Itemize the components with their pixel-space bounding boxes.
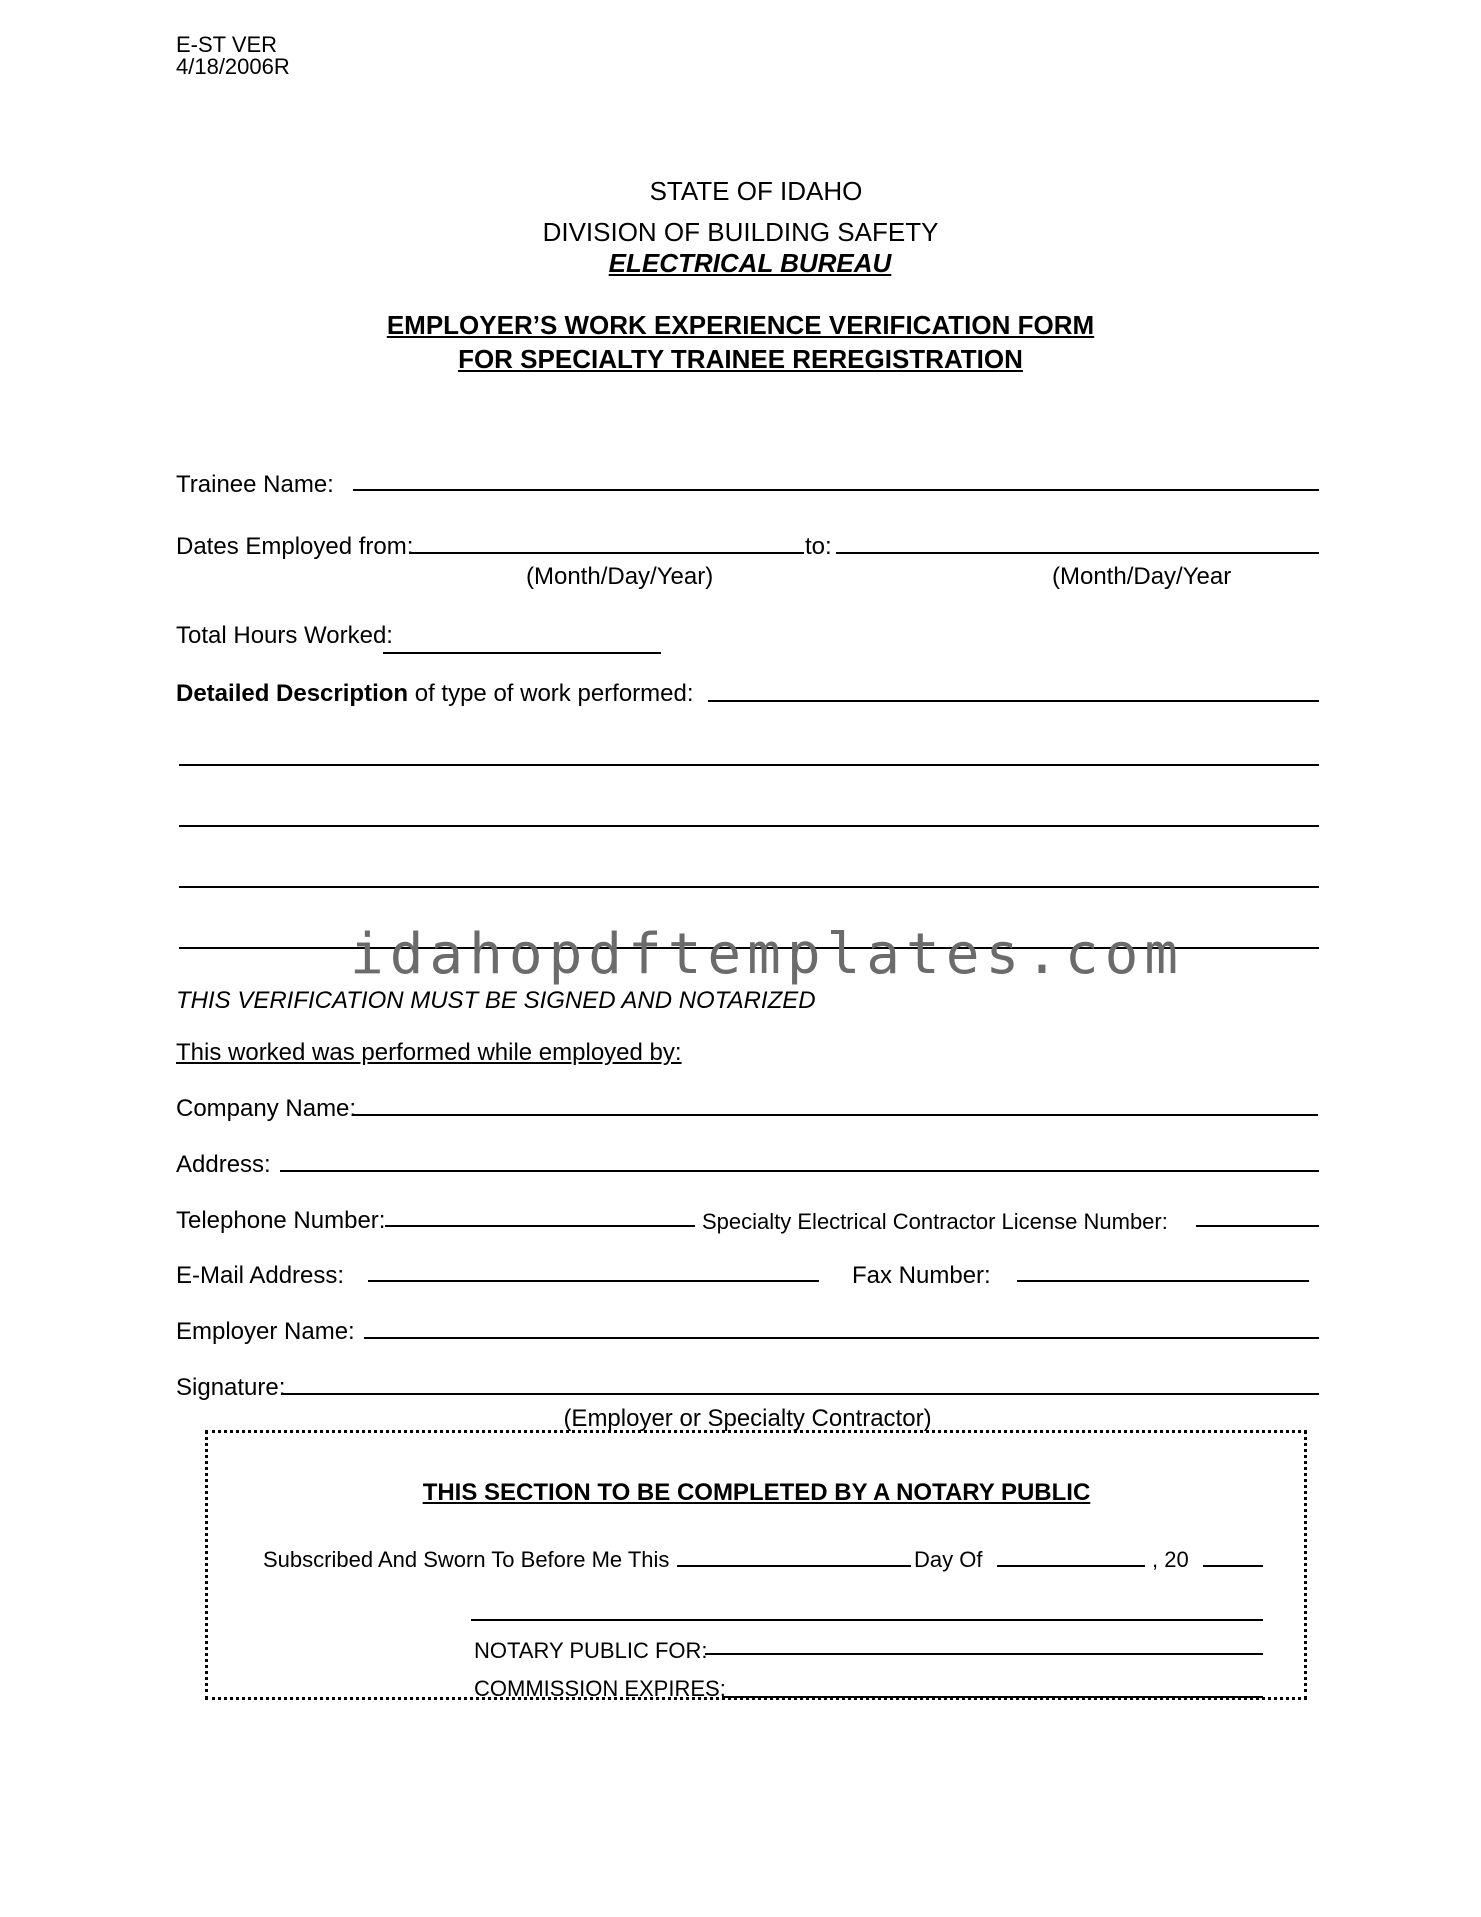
description-field-line2[interactable] [179, 764, 1319, 766]
fax-label: Fax Number: [852, 1262, 991, 1289]
description-field-line3[interactable] [179, 825, 1319, 827]
description-label-rest: of type of work performed: [408, 680, 694, 707]
email-label: E-Mail Address: [176, 1262, 345, 1289]
notary-month-field[interactable] [997, 1565, 1145, 1567]
verification-notice: THIS VERIFICATION MUST BE SIGNED AND NOTARIZED [176, 987, 816, 1014]
address-label: Address: [176, 1151, 271, 1178]
description-field-line4[interactable] [179, 886, 1319, 888]
license-number-field[interactable] [1196, 1225, 1319, 1227]
telephone-label: Telephone Number: [176, 1207, 386, 1234]
description-label-bold: Detailed Description [176, 680, 409, 707]
form-code: E-ST VER [176, 32, 278, 57]
employer-name-field[interactable] [364, 1337, 1319, 1339]
watermark-text: idahopdftemplates.com [350, 922, 1185, 987]
telephone-field[interactable] [385, 1225, 695, 1227]
commission-expires-field[interactable] [722, 1696, 1263, 1698]
notary-year-field[interactable] [1203, 1565, 1263, 1567]
description-label [176, 680, 694, 708]
commission-expires-label: COMMISSION EXPIRES: [474, 1676, 726, 1701]
dates-to-label: to: [805, 533, 832, 560]
notary-signature-field[interactable] [471, 1619, 1263, 1621]
notary-heading: THIS SECTION TO BE COMPLETED BY A NOTARY PUBLIC [422, 1479, 1091, 1506]
agency-bureau: ELECTRICAL BUREAU [608, 248, 892, 278]
dates-from-field[interactable] [410, 552, 804, 554]
fax-field[interactable] [1017, 1280, 1309, 1282]
employer-intro: This worked was performed while employed by: [176, 1039, 682, 1066]
total-hours-label: Total Hours Worked: [176, 622, 393, 649]
notary-public-for-field[interactable] [705, 1653, 1263, 1655]
license-number-label: Specialty Electrical Contractor License Number: [702, 1209, 1168, 1234]
notary-day-of-label: Day Of [914, 1547, 983, 1572]
signature-note: (Employer or Specialty Contractor) [563, 1405, 932, 1432]
agency-state: STATE OF IDAHO [649, 176, 863, 206]
address-field[interactable] [280, 1170, 1319, 1172]
company-name-label: Company Name: [176, 1095, 357, 1122]
employer-name-label: Employer Name: [176, 1318, 355, 1345]
signature-field[interactable] [283, 1393, 1319, 1395]
dates-from-label: Dates Employed from: [176, 533, 414, 560]
trainee-name-field[interactable] [353, 489, 1319, 491]
signature-label: Signature: [176, 1374, 286, 1401]
company-name-field[interactable] [352, 1114, 1318, 1116]
total-hours-field[interactable] [383, 652, 661, 654]
date-format-to: (Month/Day/Year [1052, 563, 1232, 590]
notary-year-prefix: , 20 [1152, 1547, 1189, 1572]
form-title-line2: FOR SPECIALTY TRAINEE REREGISTRATION [458, 344, 1023, 374]
notary-public-for-label: NOTARY PUBLIC FOR: [474, 1638, 708, 1663]
date-format-from: (Month/Day/Year) [526, 563, 714, 590]
notary-day-field[interactable] [677, 1565, 911, 1567]
revision-date: 4/18/2006R [176, 54, 290, 79]
trainee-name-label: Trainee Name: [176, 471, 334, 498]
dates-to-field[interactable] [836, 552, 1319, 554]
description-field-line1[interactable] [708, 700, 1319, 702]
agency-division: DIVISION OF BUILDING SAFETY [542, 217, 939, 247]
notary-sworn-label: Subscribed And Sworn To Before Me This [263, 1547, 670, 1572]
email-field[interactable] [368, 1280, 819, 1282]
form-title-line1: EMPLOYER’S WORK EXPERIENCE VERIFICATION FORM [386, 310, 1095, 340]
